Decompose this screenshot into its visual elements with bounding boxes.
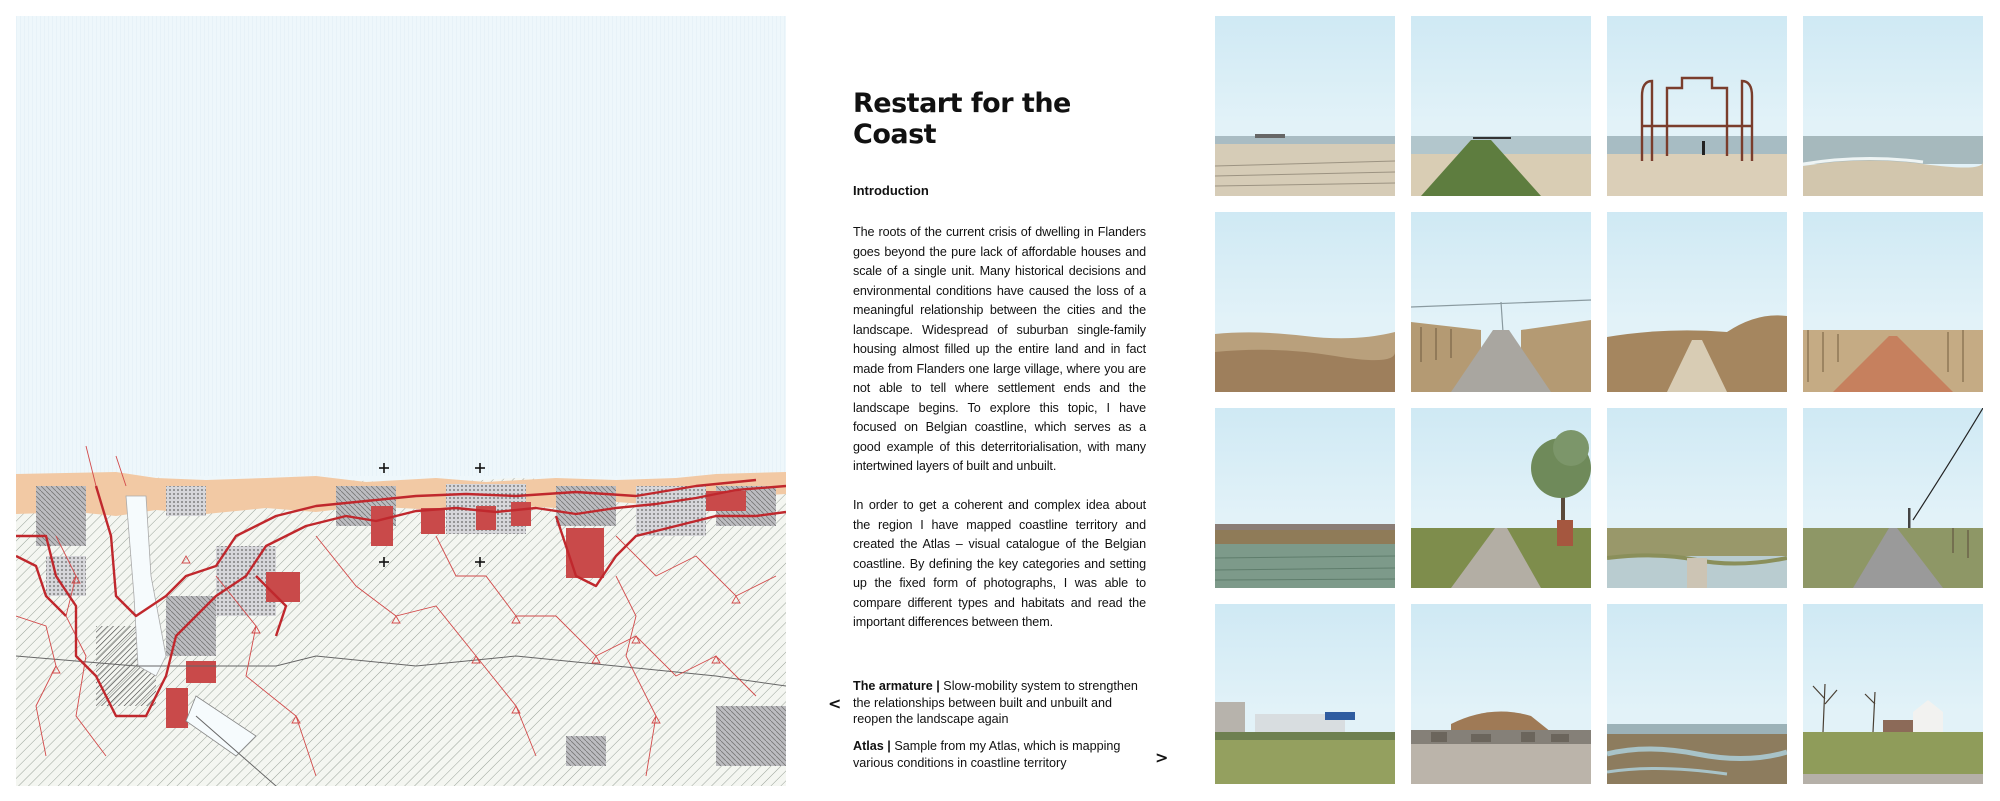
text-column	[853, 0, 1153, 801]
atlas-photo-dunes[interactable]	[1215, 212, 1395, 392]
atlas-photo-farmhouse[interactable]	[1803, 604, 1983, 784]
next-arrow-button[interactable]: >	[1155, 748, 1169, 767]
armature-caption-label: The armature |	[853, 679, 940, 693]
territory-map-drawing	[16, 16, 786, 786]
atlas-photo-beach-sea[interactable]	[1803, 16, 1983, 196]
atlas-photo-leek-field[interactable]	[1215, 408, 1395, 588]
territory-map	[16, 16, 786, 786]
atlas-photo-grid	[1215, 16, 1983, 784]
atlas-caption-text: Sample from my Atlas, which is mapping various conditions in coastline territory	[853, 739, 1121, 770]
previous-arrow-button[interactable]: <	[828, 694, 842, 713]
atlas-photo-beach-sand[interactable]	[1215, 16, 1395, 196]
page-title: Restart for the Coast	[853, 88, 1071, 150]
atlas-photo-marsh[interactable]	[1607, 604, 1787, 784]
armature-caption	[853, 678, 1153, 728]
atlas-caption	[853, 738, 1153, 771]
atlas-photo-rural-road-pole[interactable]	[1803, 408, 1983, 588]
atlas-photo-country-road-tree[interactable]	[1411, 408, 1591, 588]
atlas-photo-dune-path[interactable]	[1607, 212, 1787, 392]
atlas-photo-rubble-site[interactable]	[1411, 604, 1591, 784]
atlas-photo-wet-meadow[interactable]	[1607, 408, 1787, 588]
atlas-photo-beach-pavilion[interactable]	[1607, 16, 1787, 196]
atlas-photo-beach-groyne[interactable]	[1411, 16, 1591, 196]
armature-caption-text: Slow-mobility system to strengthen the relationships between built and unbuilt and reopen the landscape again	[853, 679, 1138, 726]
atlas-caption-label: Atlas |	[853, 739, 891, 753]
atlas-photo-industrial-lot[interactable]	[1215, 604, 1395, 784]
atlas-photo-dune-path-crane[interactable]	[1411, 212, 1591, 392]
introduction-heading: Introduction	[853, 183, 929, 198]
introduction-paragraph-2: In order to get a coherent and complex idea about the region I have mapped coastline territory and created the Atlas – visual catalogue of the Belgian coastline. By defining the key categories and setting up the fixed form of photographs, I was able to compare different types and habitats and read the important differences between them.	[853, 498, 1146, 629]
atlas-photo-fenced-path[interactable]	[1803, 212, 1983, 392]
introduction-paragraph-1: The roots of the current crisis of dwelling in Flanders goes beyond the pure lack of affordable houses and scale of a single unit. Many historical decisions and environmental conditions have caused the loss of a meaningful relationship between the cities and the landscape. Widespread of suburban single-family housing almost filled up the entire land and in fact made from Flanders one large village, where you are not able to tell where settlement ends and the landscape begins. To explore this topic, I have focused on Belgian coastline, which serves as a good example of this deterritorialisation, with many intertwined layers of built and unbuilt.	[853, 225, 1146, 473]
